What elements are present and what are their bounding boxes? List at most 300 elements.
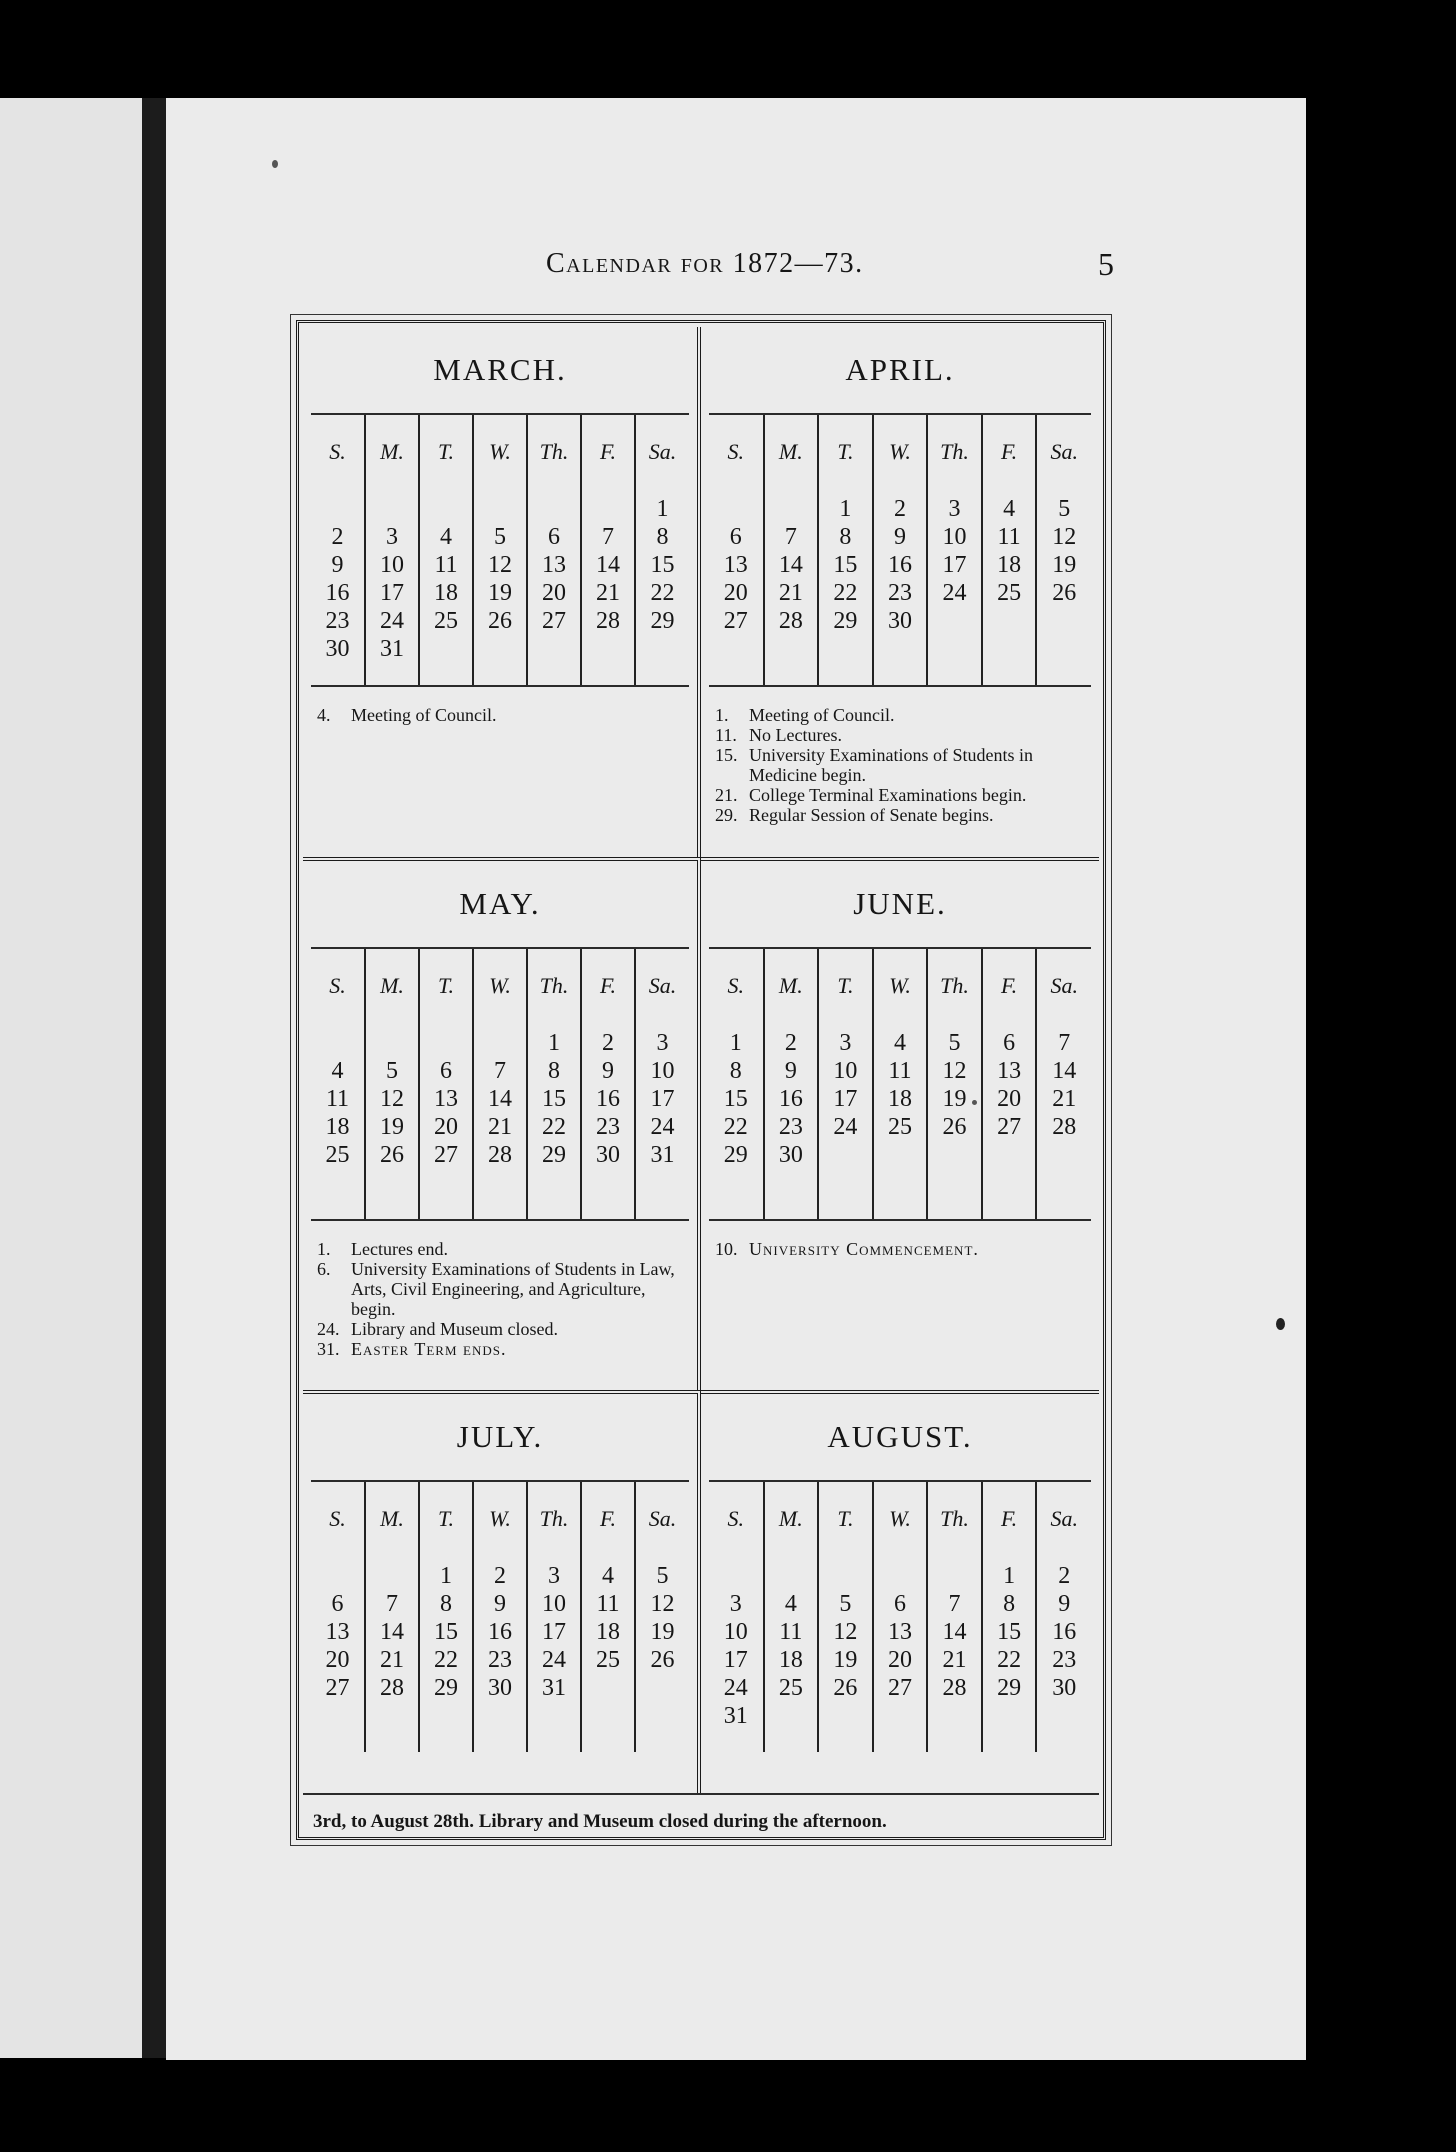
day-cell <box>311 1169 365 1197</box>
month-panel <box>701 1390 1099 1793</box>
note-item <box>317 1339 683 1359</box>
day-cell: 13 <box>982 1057 1037 1085</box>
day-cell <box>311 1702 365 1730</box>
day-cell: 22 <box>709 1113 764 1141</box>
column-rule <box>818 1730 873 1752</box>
day-cell: 3 <box>927 489 982 523</box>
day-cell <box>473 635 527 663</box>
week-row <box>311 1057 689 1085</box>
note-item <box>317 1239 683 1259</box>
month-name: AUGUST. <box>709 1394 1091 1482</box>
day-cell <box>473 1023 527 1057</box>
column-rule <box>764 1730 819 1752</box>
weekday-header: F. <box>982 415 1037 489</box>
week-row <box>709 1141 1091 1169</box>
weekday-header: F. <box>982 1482 1037 1556</box>
day-cell: 9 <box>311 551 365 579</box>
day-cell: 10 <box>650 1058 675 1084</box>
column-rule <box>873 1197 928 1219</box>
note-date: 1. <box>715 705 729 725</box>
month-days-table <box>709 949 1091 1219</box>
column-rule <box>818 663 873 685</box>
day-cell: 20 <box>311 1646 365 1674</box>
ink-speck <box>972 1100 977 1105</box>
weekday-header: M. <box>764 949 819 1023</box>
day-cell: 11 <box>419 551 473 579</box>
day-cell <box>764 635 819 663</box>
day-cell: 15 <box>419 1618 473 1646</box>
day-cell <box>709 1556 764 1590</box>
day-cell: 16 <box>473 1618 527 1646</box>
day-cell <box>927 1702 982 1730</box>
day-cell: 17 <box>927 551 982 579</box>
day-cell: 10 <box>927 523 982 551</box>
day-cell <box>311 489 365 523</box>
column-rule <box>635 1730 689 1752</box>
day-cell <box>982 1702 1037 1730</box>
day-cell <box>927 1169 982 1197</box>
weekday-header: T. <box>818 415 873 489</box>
day-cell <box>581 1702 635 1730</box>
day-cell: 28 <box>927 1674 982 1702</box>
note-item <box>317 1259 683 1319</box>
week-row <box>311 1646 689 1674</box>
day-cell: 19 <box>927 1085 982 1113</box>
day-cell: 24 <box>927 579 982 607</box>
day-cell <box>581 489 635 523</box>
day-cell: 22 <box>982 1646 1037 1674</box>
week-row <box>709 635 1091 663</box>
month-notes <box>311 1219 689 1359</box>
footer-note-text: 3rd, to August 28th. Library and Museum closed during the afternoon. <box>313 1811 887 1832</box>
note-date: 29. <box>715 805 738 825</box>
weekday-header: Sa. <box>1050 973 1078 998</box>
day-cell: 7 <box>581 523 635 551</box>
month-days-table <box>709 1482 1091 1752</box>
day-cell: 11 <box>764 1618 819 1646</box>
day-cell: 27 <box>982 1113 1037 1141</box>
day-cell <box>419 489 473 523</box>
week-row <box>311 551 689 579</box>
day-cell: 27 <box>311 1674 365 1702</box>
column-rule <box>709 1730 764 1752</box>
column-rule <box>527 663 581 685</box>
column-rule <box>1036 663 1091 685</box>
weekday-header: T. <box>419 949 473 1023</box>
column-rule <box>365 1197 419 1219</box>
book-gutter <box>142 98 166 2058</box>
day-cell: 25 <box>873 1113 928 1141</box>
week-row <box>311 489 689 523</box>
day-cell: 18 <box>764 1646 819 1674</box>
day-cell <box>1036 607 1091 635</box>
month-name: APRIL. <box>709 327 1091 415</box>
day-cell: 4 <box>419 523 473 551</box>
day-cell <box>818 1169 873 1197</box>
day-cell: 26 <box>365 1141 419 1169</box>
day-cell: 1 <box>419 1556 473 1590</box>
note-date: 6. <box>317 1259 331 1279</box>
week-row <box>709 489 1091 523</box>
column-rule <box>982 1197 1037 1219</box>
day-cell: 19 <box>473 579 527 607</box>
day-cell: 13 <box>311 1618 365 1646</box>
note-item <box>715 805 1085 825</box>
day-cell: 9 <box>764 1057 819 1085</box>
day-cell <box>873 1169 928 1197</box>
weekday-header: T. <box>419 415 473 489</box>
column-rule <box>473 663 527 685</box>
day-cell: 1 <box>818 489 873 523</box>
ink-speck <box>272 160 278 168</box>
day-cell: 6 <box>419 1057 473 1085</box>
day-cell: 23 <box>581 1113 635 1141</box>
week-row <box>311 579 689 607</box>
weekday-header: Sa. <box>1050 439 1078 464</box>
weekday-header: Sa. <box>648 1506 677 1531</box>
column-rule <box>764 663 819 685</box>
weekday-header: T. <box>818 949 873 1023</box>
note-date: 10. <box>715 1239 738 1259</box>
day-cell: 8 <box>818 523 873 551</box>
day-cell: 10 <box>818 1057 873 1085</box>
day-cell <box>635 635 689 663</box>
note-item <box>715 785 1085 805</box>
week-row <box>311 1023 689 1057</box>
weekday-header: Th. <box>527 949 581 1023</box>
day-cell: 19 <box>1052 552 1077 578</box>
day-cell <box>764 1169 819 1197</box>
column-rule <box>365 663 419 685</box>
day-cell: 25 <box>311 1141 365 1169</box>
day-cell: 12 <box>473 551 527 579</box>
day-cell: 8 <box>527 1057 581 1085</box>
day-cell: 8 <box>656 524 669 550</box>
calendar-page <box>166 98 1306 2060</box>
day-cell: 9 <box>1058 1591 1071 1617</box>
day-cell: 17 <box>527 1618 581 1646</box>
week-row <box>311 1556 689 1590</box>
weekday-header: M. <box>764 415 819 489</box>
day-cell: 16 <box>581 1085 635 1113</box>
day-cell <box>311 1023 365 1057</box>
note-text: Meeting of Council. <box>749 705 895 725</box>
weekday-header: Sa. <box>648 439 677 464</box>
day-cell <box>764 1702 819 1730</box>
day-cell: 30 <box>873 607 928 635</box>
day-cell <box>982 1169 1037 1197</box>
weekday-header: W. <box>473 949 527 1023</box>
note-date: 4. <box>317 705 331 725</box>
day-cell <box>527 1702 581 1730</box>
day-cell: 20 <box>527 579 581 607</box>
month-days-table <box>311 415 689 685</box>
day-cell: 18 <box>982 551 1037 579</box>
day-cell <box>365 1556 419 1590</box>
note-text: Regular Session of Senate begins. <box>749 805 994 825</box>
day-cell: 5 <box>1058 496 1071 522</box>
weekday-header: Th. <box>527 415 581 489</box>
day-cell: 1 <box>656 496 669 522</box>
day-cell: 10 <box>527 1590 581 1618</box>
day-cell <box>365 1169 419 1197</box>
note-date: 21. <box>715 785 738 805</box>
week-row <box>311 1085 689 1113</box>
day-cell: 23 <box>764 1113 819 1141</box>
day-cell: 16 <box>873 551 928 579</box>
day-cell: 13 <box>709 551 764 579</box>
day-cell <box>764 1556 819 1590</box>
day-cell <box>818 1556 873 1590</box>
week-row <box>311 1702 689 1730</box>
day-cell: 26 <box>650 1647 675 1673</box>
weekday-header: M. <box>365 415 419 489</box>
day-cell <box>873 1556 928 1590</box>
day-cell: 25 <box>581 1646 635 1674</box>
day-cell: 25 <box>419 607 473 635</box>
day-cell: 10 <box>365 551 419 579</box>
week-row <box>709 1085 1091 1113</box>
day-cell: 21 <box>473 1113 527 1141</box>
week-row <box>311 607 689 635</box>
column-rule <box>873 663 928 685</box>
day-cell: 28 <box>764 607 819 635</box>
month-days-table <box>709 415 1091 685</box>
day-cell <box>419 1023 473 1057</box>
day-cell <box>419 1702 473 1730</box>
month-name: JUNE. <box>709 861 1091 949</box>
day-cell: 14 <box>1052 1058 1077 1084</box>
day-cell: 14 <box>581 551 635 579</box>
day-cell <box>311 1556 365 1590</box>
day-cell: 15 <box>818 551 873 579</box>
day-cell: 31 <box>527 1674 581 1702</box>
day-cell: 29 <box>709 1141 764 1169</box>
note-text: Lectures end. <box>351 1239 448 1259</box>
day-cell: 3 <box>709 1590 764 1618</box>
day-cell: 28 <box>581 607 635 635</box>
column-rule <box>527 1730 581 1752</box>
day-cell: 1 <box>527 1023 581 1057</box>
column-rule <box>635 663 689 685</box>
day-cell: 25 <box>764 1674 819 1702</box>
day-cell: 7 <box>365 1590 419 1618</box>
weekday-header: S. <box>709 1482 764 1556</box>
column-rule <box>527 1197 581 1219</box>
weekday-header: W. <box>473 415 527 489</box>
day-cell: 15 <box>709 1085 764 1113</box>
week-row <box>709 551 1091 579</box>
day-cell: 14 <box>473 1085 527 1113</box>
day-cell <box>473 1169 527 1197</box>
note-text: Easter Term ends. <box>351 1339 507 1359</box>
week-row <box>311 1618 689 1646</box>
day-cell <box>873 1141 928 1169</box>
day-cell: 2 <box>873 489 928 523</box>
day-cell: 29 <box>527 1141 581 1169</box>
day-cell: 20 <box>419 1113 473 1141</box>
footer-note <box>303 1793 1099 1833</box>
day-cell: 6 <box>311 1590 365 1618</box>
day-cell: 16 <box>764 1085 819 1113</box>
day-cell: 4 <box>311 1057 365 1085</box>
weekday-header: F. <box>581 949 635 1023</box>
column-rule <box>982 1730 1037 1752</box>
day-cell <box>581 1674 635 1702</box>
day-cell: 2 <box>473 1556 527 1590</box>
day-cell: 31 <box>709 1702 764 1730</box>
day-cell: 2 <box>311 523 365 551</box>
day-cell: 24 <box>709 1674 764 1702</box>
column-rule <box>927 1730 982 1752</box>
day-cell: 7 <box>927 1590 982 1618</box>
day-cell: 3 <box>527 1556 581 1590</box>
day-cell: 20 <box>982 1085 1037 1113</box>
day-cell: 29 <box>818 607 873 635</box>
week-row <box>709 1646 1091 1674</box>
weekday-header: F. <box>982 949 1037 1023</box>
day-cell: 17 <box>709 1646 764 1674</box>
day-cell: 8 <box>709 1057 764 1085</box>
week-row <box>311 635 689 663</box>
week-row <box>709 523 1091 551</box>
day-cell <box>982 635 1037 663</box>
day-cell <box>527 1169 581 1197</box>
day-cell: 21 <box>927 1646 982 1674</box>
month-notes <box>311 685 689 725</box>
day-cell: 22 <box>818 579 873 607</box>
note-date: 15. <box>715 745 738 765</box>
day-cell: 14 <box>764 551 819 579</box>
note-item <box>317 1319 683 1339</box>
column-rule <box>873 1730 928 1752</box>
day-cell: 28 <box>365 1674 419 1702</box>
day-cell <box>818 1702 873 1730</box>
day-cell: 27 <box>873 1674 928 1702</box>
day-cell: 8 <box>982 1590 1037 1618</box>
note-text: Meeting of Council. <box>351 705 497 725</box>
day-cell: 25 <box>982 579 1037 607</box>
note-text: University Examinations of Students in Medicine begin. <box>749 745 1033 785</box>
day-cell: 16 <box>1052 1619 1077 1645</box>
day-cell: 19 <box>650 1619 675 1645</box>
month-name: JULY. <box>311 1394 689 1482</box>
column-rule <box>419 1197 473 1219</box>
weekday-header: Sa. <box>1050 1506 1078 1531</box>
weekday-header: Th. <box>927 415 982 489</box>
day-cell: 26 <box>1052 580 1077 606</box>
weekday-header: S. <box>709 949 764 1023</box>
page-number: 5 <box>1098 246 1114 282</box>
day-cell: 3 <box>818 1023 873 1057</box>
day-cell: 9 <box>581 1057 635 1085</box>
day-cell <box>818 635 873 663</box>
day-cell: 11 <box>982 523 1037 551</box>
day-cell: 4 <box>873 1023 928 1057</box>
day-cell: 15 <box>527 1085 581 1113</box>
weekday-header: F. <box>581 415 635 489</box>
weekday-header: W. <box>873 949 928 1023</box>
day-cell <box>1036 1141 1091 1169</box>
day-cell <box>927 635 982 663</box>
day-cell: 11 <box>311 1085 365 1113</box>
day-cell: 12 <box>650 1591 675 1617</box>
note-text: University Commencement. <box>749 1239 979 1259</box>
day-cell: 13 <box>873 1618 928 1646</box>
weekday-header: W. <box>473 1482 527 1556</box>
month-days-table <box>311 1482 689 1752</box>
day-cell <box>581 1169 635 1197</box>
week-row <box>709 1590 1091 1618</box>
column-rule <box>927 1197 982 1219</box>
day-cell: 11 <box>581 1590 635 1618</box>
weekday-header: W. <box>873 415 928 489</box>
month-notes <box>709 1219 1091 1259</box>
day-cell: 20 <box>709 579 764 607</box>
note-date: 11. <box>715 725 737 745</box>
day-cell: 30 <box>581 1141 635 1169</box>
weekday-header: S. <box>311 415 365 489</box>
day-cell: 19 <box>818 1646 873 1674</box>
note-item <box>715 1239 1085 1259</box>
week-row <box>709 1113 1091 1141</box>
weekday-header: Sa. <box>648 973 677 998</box>
week-row <box>709 1169 1091 1197</box>
month-notes <box>709 685 1091 825</box>
week-row <box>709 607 1091 635</box>
day-cell <box>473 489 527 523</box>
column-rule <box>1036 1197 1091 1219</box>
day-cell <box>1036 1702 1091 1730</box>
day-cell <box>873 635 928 663</box>
day-cell: 21 <box>581 579 635 607</box>
column-rule <box>818 1197 873 1219</box>
day-cell: 6 <box>873 1590 928 1618</box>
day-cell: 7 <box>1058 1030 1071 1056</box>
week-row <box>709 1556 1091 1590</box>
week-row <box>311 1590 689 1618</box>
day-cell: 29 <box>650 608 675 634</box>
day-cell: 12 <box>927 1057 982 1085</box>
day-cell: 12 <box>1052 524 1077 550</box>
day-cell: 2 <box>581 1023 635 1057</box>
day-cell <box>419 635 473 663</box>
calendar-frame <box>296 320 1106 1840</box>
day-cell: 24 <box>527 1646 581 1674</box>
month-panel <box>303 857 701 1390</box>
day-cell: 18 <box>311 1113 365 1141</box>
day-cell: 30 <box>764 1141 819 1169</box>
day-cell: 29 <box>982 1674 1037 1702</box>
day-cell: 17 <box>650 1086 675 1112</box>
day-cell: 26 <box>473 607 527 635</box>
column-rule <box>311 1197 365 1219</box>
day-cell: 14 <box>365 1618 419 1646</box>
day-cell: 27 <box>527 607 581 635</box>
column-rule <box>473 1730 527 1752</box>
day-cell: 26 <box>927 1113 982 1141</box>
day-cell: 27 <box>419 1141 473 1169</box>
column-rule <box>709 1197 764 1219</box>
day-cell: 17 <box>818 1085 873 1113</box>
day-cell: 30 <box>1052 1675 1077 1701</box>
weekday-header: T. <box>419 1482 473 1556</box>
day-cell: 24 <box>818 1113 873 1141</box>
day-cell: 15 <box>650 552 675 578</box>
facing-page-edge <box>0 98 142 2058</box>
day-cell: 23 <box>311 607 365 635</box>
day-cell <box>818 1141 873 1169</box>
